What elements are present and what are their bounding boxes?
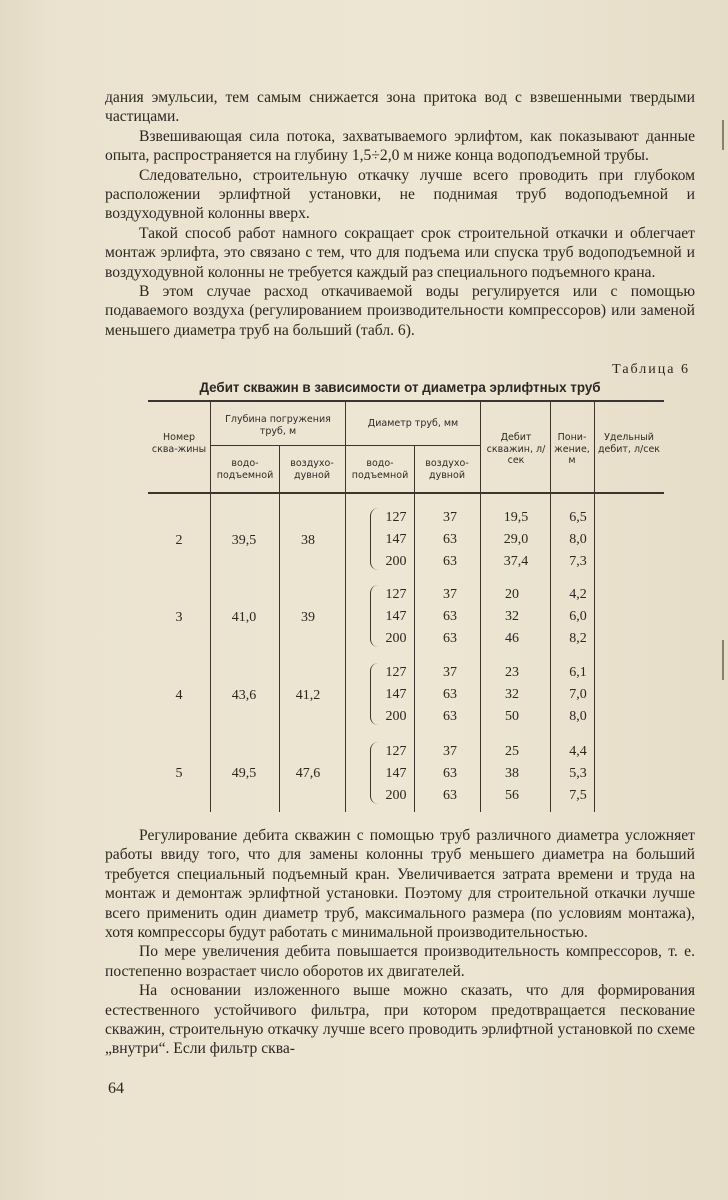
header-well-number: Номер сква-жины [151,432,207,455]
cell-d-water: 147 [385,687,407,702]
cell-d-water: 200 [385,631,407,646]
cell-depth-water: 43,6 [231,688,257,703]
paragraph: В этом случае расход откачиваемой воды регулируется или с помощью подаваемого воздуха (регулированием производительности компрессоров) или заменой меньшего диаметра труб на больший (табл. 6). [105,283,695,339]
cell-drawdown: 8,0 [569,532,587,547]
cell-flow: 37,4 [503,554,529,569]
cell-d-water: 147 [385,766,407,781]
cell-flow: 38 [505,766,519,781]
cell-depth-water: 41,0 [231,610,257,625]
cell-drawdown: 4,2 [569,587,587,602]
cell-d-air: 63 [443,532,457,547]
cell-d-air: 37 [443,665,457,680]
cell-drawdown: 6,1 [569,665,587,680]
cell-flow: 56 [505,788,519,803]
data-table [148,400,664,812]
cell-drawdown: 6,0 [569,609,587,624]
cell-flow: 50 [505,709,519,724]
cell-flow: 25 [505,744,519,759]
header-drawdown: Пони-жение, м [554,432,590,466]
scan-edge-mark [722,120,724,150]
cell-d-water: 147 [385,532,407,547]
paragraph: По мере увеличения дебита повышается производительность компрессоров, т. е. постепенно возрастает число оборотов их двигателей. [105,943,695,980]
cell-d-water: 200 [385,554,407,569]
paragraph: На основании изложенного выше можно сказать, что для формирования естественного устойчивого фильтра, при котором предотвращается пескование скважин, строительную откачку лучше всего проводить эрлифтной установкой по схеме „внутри“. Если фильтр сква- [105,982,695,1058]
cell-well: 4 [175,688,183,703]
header-specific: Удельный дебит, л/сек [597,432,661,455]
header-diam-air: воздухо-дувной [425,458,469,481]
cell-drawdown: 8,2 [569,631,587,646]
cell-d-air: 63 [443,687,457,702]
cell-d-water: 127 [385,665,407,680]
cell-depth-air: 39 [301,610,315,625]
cell-flow: 32 [505,687,519,702]
cell-d-air: 63 [443,631,457,646]
cell-well: 5 [175,766,183,781]
cell-depth-air: 47,6 [295,766,321,781]
header-depth-air: воздухо-дувной [290,458,334,481]
cell-depth-water: 49,5 [231,766,257,781]
table-title: Дебит скважин в зависимости от диаметра эрлифтных труб [199,380,601,395]
paragraph: Следовательно, строительную откачку лучше всего проводить при глубоком расположении эрлифтной установки, не поднимая труб водоподъемной и воздуходувной колонны вверх. [105,166,695,223]
paragraph: Взвешивающая сила потока, захватываемого эрлифтом, как показывают данные опыта, распространяется на глубину 1,5÷2,0 м ниже конца водоподъемной трубы. [105,127,695,165]
cell-d-air: 63 [443,766,457,781]
cell-flow: 46 [505,631,519,646]
cell-depth-air: 38 [301,533,315,548]
cell-d-water: 127 [385,744,407,759]
page-number: 64 [108,1080,124,1097]
cell-d-air: 63 [443,709,457,724]
cell-flow: 29,0 [503,532,529,547]
cell-drawdown: 7,5 [569,788,587,803]
cell-d-water: 127 [385,510,407,525]
cell-flow: 19,5 [503,510,529,525]
header-diameter: Диаметр труб, мм [367,418,459,429]
cell-d-air: 37 [443,587,457,602]
header-depth: Глубина погружения труб, м [225,414,331,437]
cell-well: 3 [175,610,183,625]
cell-drawdown: 8,0 [569,709,587,724]
header-diam-water: водо-подъемной [351,458,409,481]
cell-d-air: 63 [443,788,457,803]
body-text-bottom [105,826,695,1059]
header-flow: Дебит скважин, л/сек [486,432,546,466]
cell-flow: 20 [505,587,519,602]
body-text-top [105,88,695,340]
cell-d-air: 63 [443,609,457,624]
cell-well: 2 [175,533,183,548]
cell-depth-air: 41,2 [295,688,321,703]
table-label: Таблица 6 [612,362,690,377]
cell-flow: 23 [505,665,519,680]
cell-drawdown: 6,5 [569,510,587,525]
cell-flow: 32 [505,609,519,624]
header-depth-water: водо-подъемной [216,458,274,481]
cell-d-water: 200 [385,709,407,724]
paragraph: дания эмульсии, тем самым снижается зона притока вод с взвешенными твердыми частицами. [105,89,695,126]
cell-d-air: 63 [443,554,457,569]
cell-depth-water: 39,5 [231,533,257,548]
cell-drawdown: 7,0 [569,687,587,702]
cell-d-water: 147 [385,609,407,624]
cell-d-air: 37 [443,744,457,759]
cell-d-water: 200 [385,788,407,803]
cell-d-air: 37 [443,510,457,525]
cell-d-water: 127 [385,587,407,602]
cell-drawdown: 4,4 [569,744,587,759]
paragraph: Регулирование дебита скважин с помощью труб различного диаметра усложняет работы ввиду того, что для замены колонны труб меньшего диаметра на больший требуется специальный подъемный кран. Увеличивается затрата времени и труда на монтаж и демонтаж эрлифтной установки. Поэтому для строительной откачки лучше всего применить один диаметр труб, максимального размера (по условиям монтажа), хотя компрессоры будут работать с минимальной производительностью. [105,827,695,942]
cell-drawdown: 5,3 [569,766,587,781]
paragraph: Такой способ работ намного сокращает срок строительной откачки и облегчает монтаж эрлифта, это связано с тем, что для подъема или спуска труб водоподъемной и воздуходувной колонны не требуется каждый раз специального подъемного крана. [105,224,695,281]
scan-edge-mark [722,640,724,680]
cell-drawdown: 7,3 [569,554,587,569]
